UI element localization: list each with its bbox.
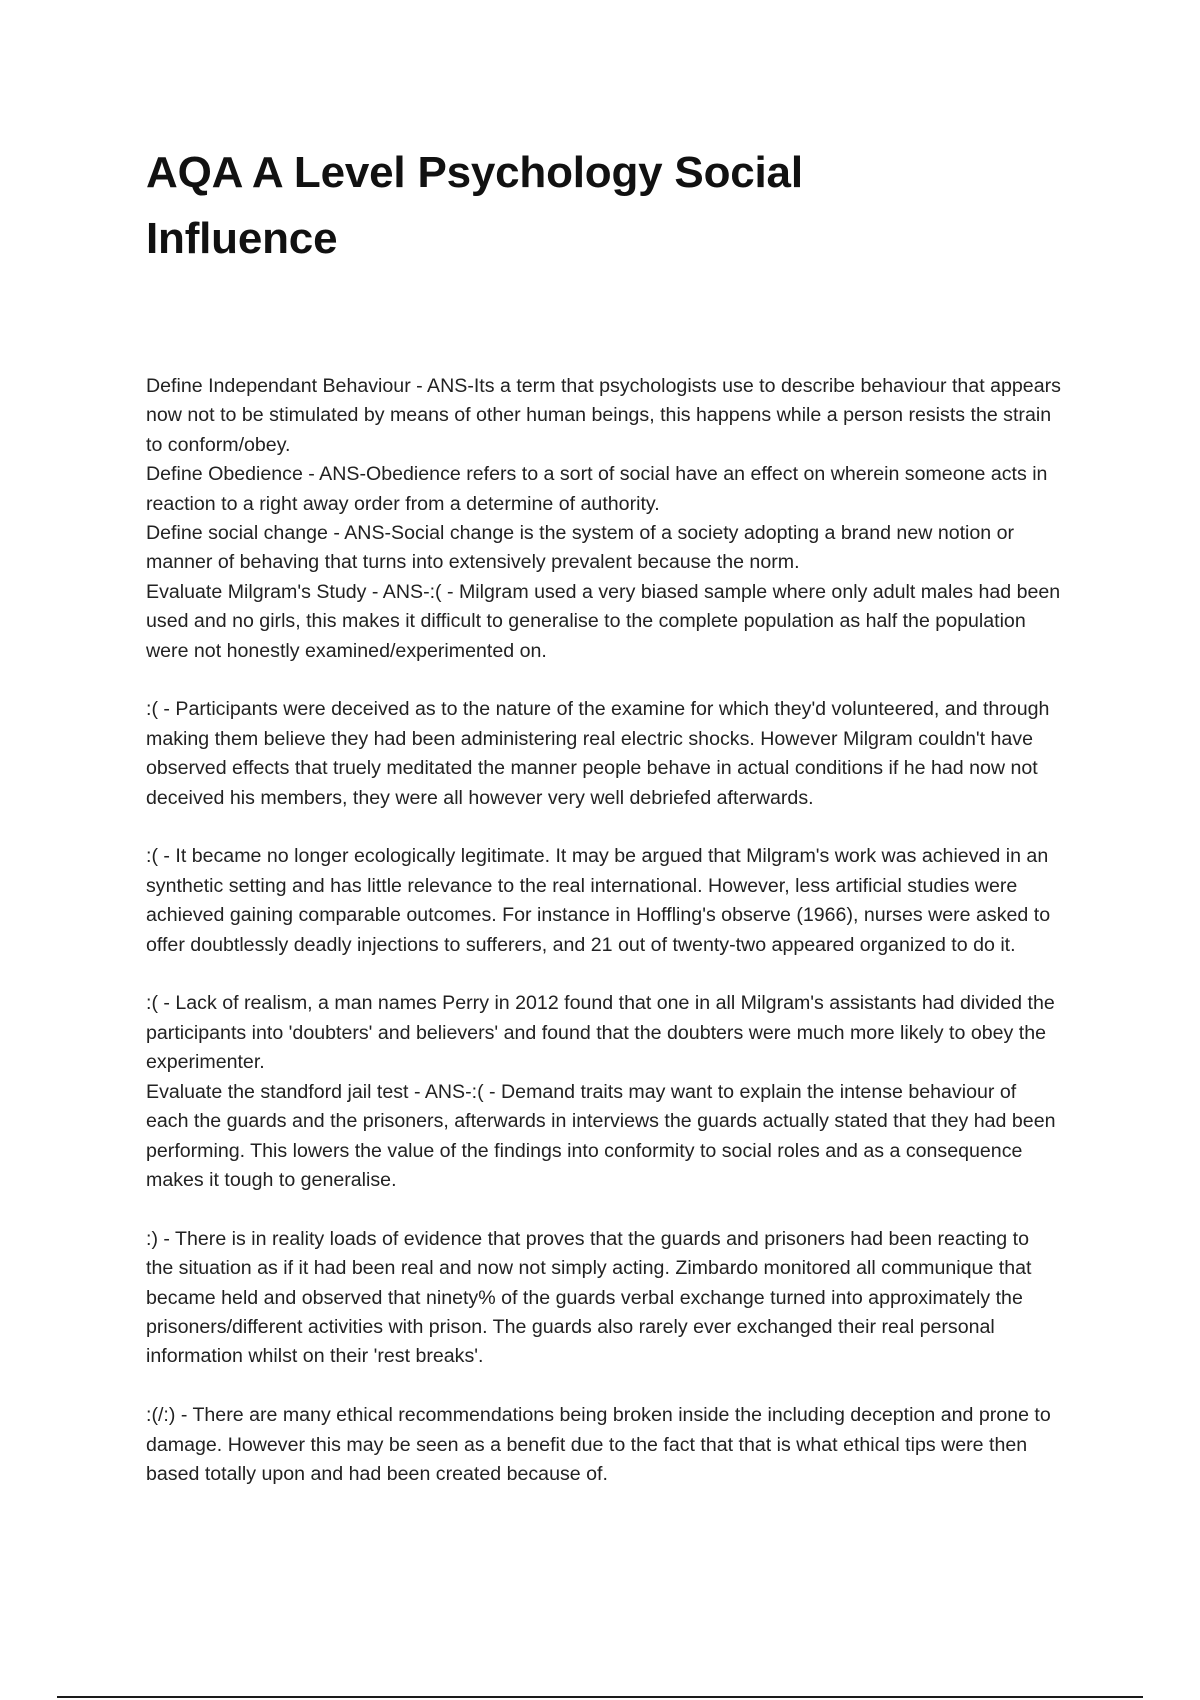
document-body <box>146 372 1061 1489</box>
paragraph-stanford-ethics: :(/:) - There are many ethical recommendations being broken inside the including deception and prone to damage. However this may be seen as a benefit due to the fact that that is what ethical tips were then based totally upon and had been created because of. <box>146 1404 1051 1485</box>
paragraph-define-social-change: Define social change - ANS-Social change is the system of a society adopting a brand new notion or manner of behaving that turns into extensively prevalent because the norm. <box>146 522 1015 574</box>
paragraph-milgram-realism: :( - Lack of realism, a man names Perry in 2012 found that one in all Milgram's assistants had divided the participants into 'doubters' and believers' and found that the doubters were much more likely to obey the experimenter. <box>146 992 1055 1074</box>
paragraph-evaluate-milgram: Evaluate Milgram's Study - ANS-:( - Milgram used a very biased sample where only adult males had been used and no girls, this makes it difficult to generalise to the complete population as half the population were not honestly examined/experimented on. <box>146 580 1061 662</box>
document-title: AQA A Level Psychology Social Influence <box>146 148 803 263</box>
paragraph-milgram-deception: :( - Participants were deceived as to the nature of the examine for which they'd volunteered, and through making them believe they had been administering real electric shocks. However Milgram couldn't have observed effects that truely meditated the manner people behave in actual conditions if he had now not deceived his members, they were all however very well debriefed afterwards. <box>146 698 1050 809</box>
paragraph-define-independent-behaviour: Define Independant Behaviour - ANS-Its a term that psychologists use to describe behaviour that appears now not to be stimulated by means of other human beings, this happens while a person resists the strain to conform/obey. <box>146 375 1061 456</box>
paragraph-stanford-evidence: :) - There is in reality loads of evidence that proves that the guards and prisoners had been reacting to the situation as if it had been real and now not simply acting. Zimbardo monitored all communique that became held and observed that ninety% of the guards verbal exchange turned into approximately the prisoners/different activities with prison. The guards also rarely ever exchanged their real personal information whilst on their 'rest breaks'. <box>146 1227 1032 1368</box>
paragraph-evaluate-stanford: Evaluate the standford jail test - ANS-:( - Demand traits may want to explain the intense behaviour of each the guards and the prisoners, afterwards in interviews the guards actually stated that they had been performing. This lowers the value of the findings into conformity to social roles and as a consequence makes it tough to generalise. <box>146 1080 1056 1191</box>
paragraph-milgram-ecological-validity: :( - It became no longer ecologically legitimate. It may be argued that Milgram's work was achieved in an synthetic setting and has little relevance to the real international. However, less artificial studies were achieved gaining comparable outcomes. For instance in Hoffling's observe (1966), nurses were asked to offer doubtlessly deadly injections to sufferers, and 21 out of twenty-two appeared organized to do it. <box>146 845 1051 956</box>
paragraph-define-obedience: Define Obedience - ANS-Obedience refers to a sort of social have an effect on wherein someone acts in reaction to a right away order from a determine of authority. <box>146 463 1048 515</box>
footer-divider <box>57 1696 1143 1698</box>
